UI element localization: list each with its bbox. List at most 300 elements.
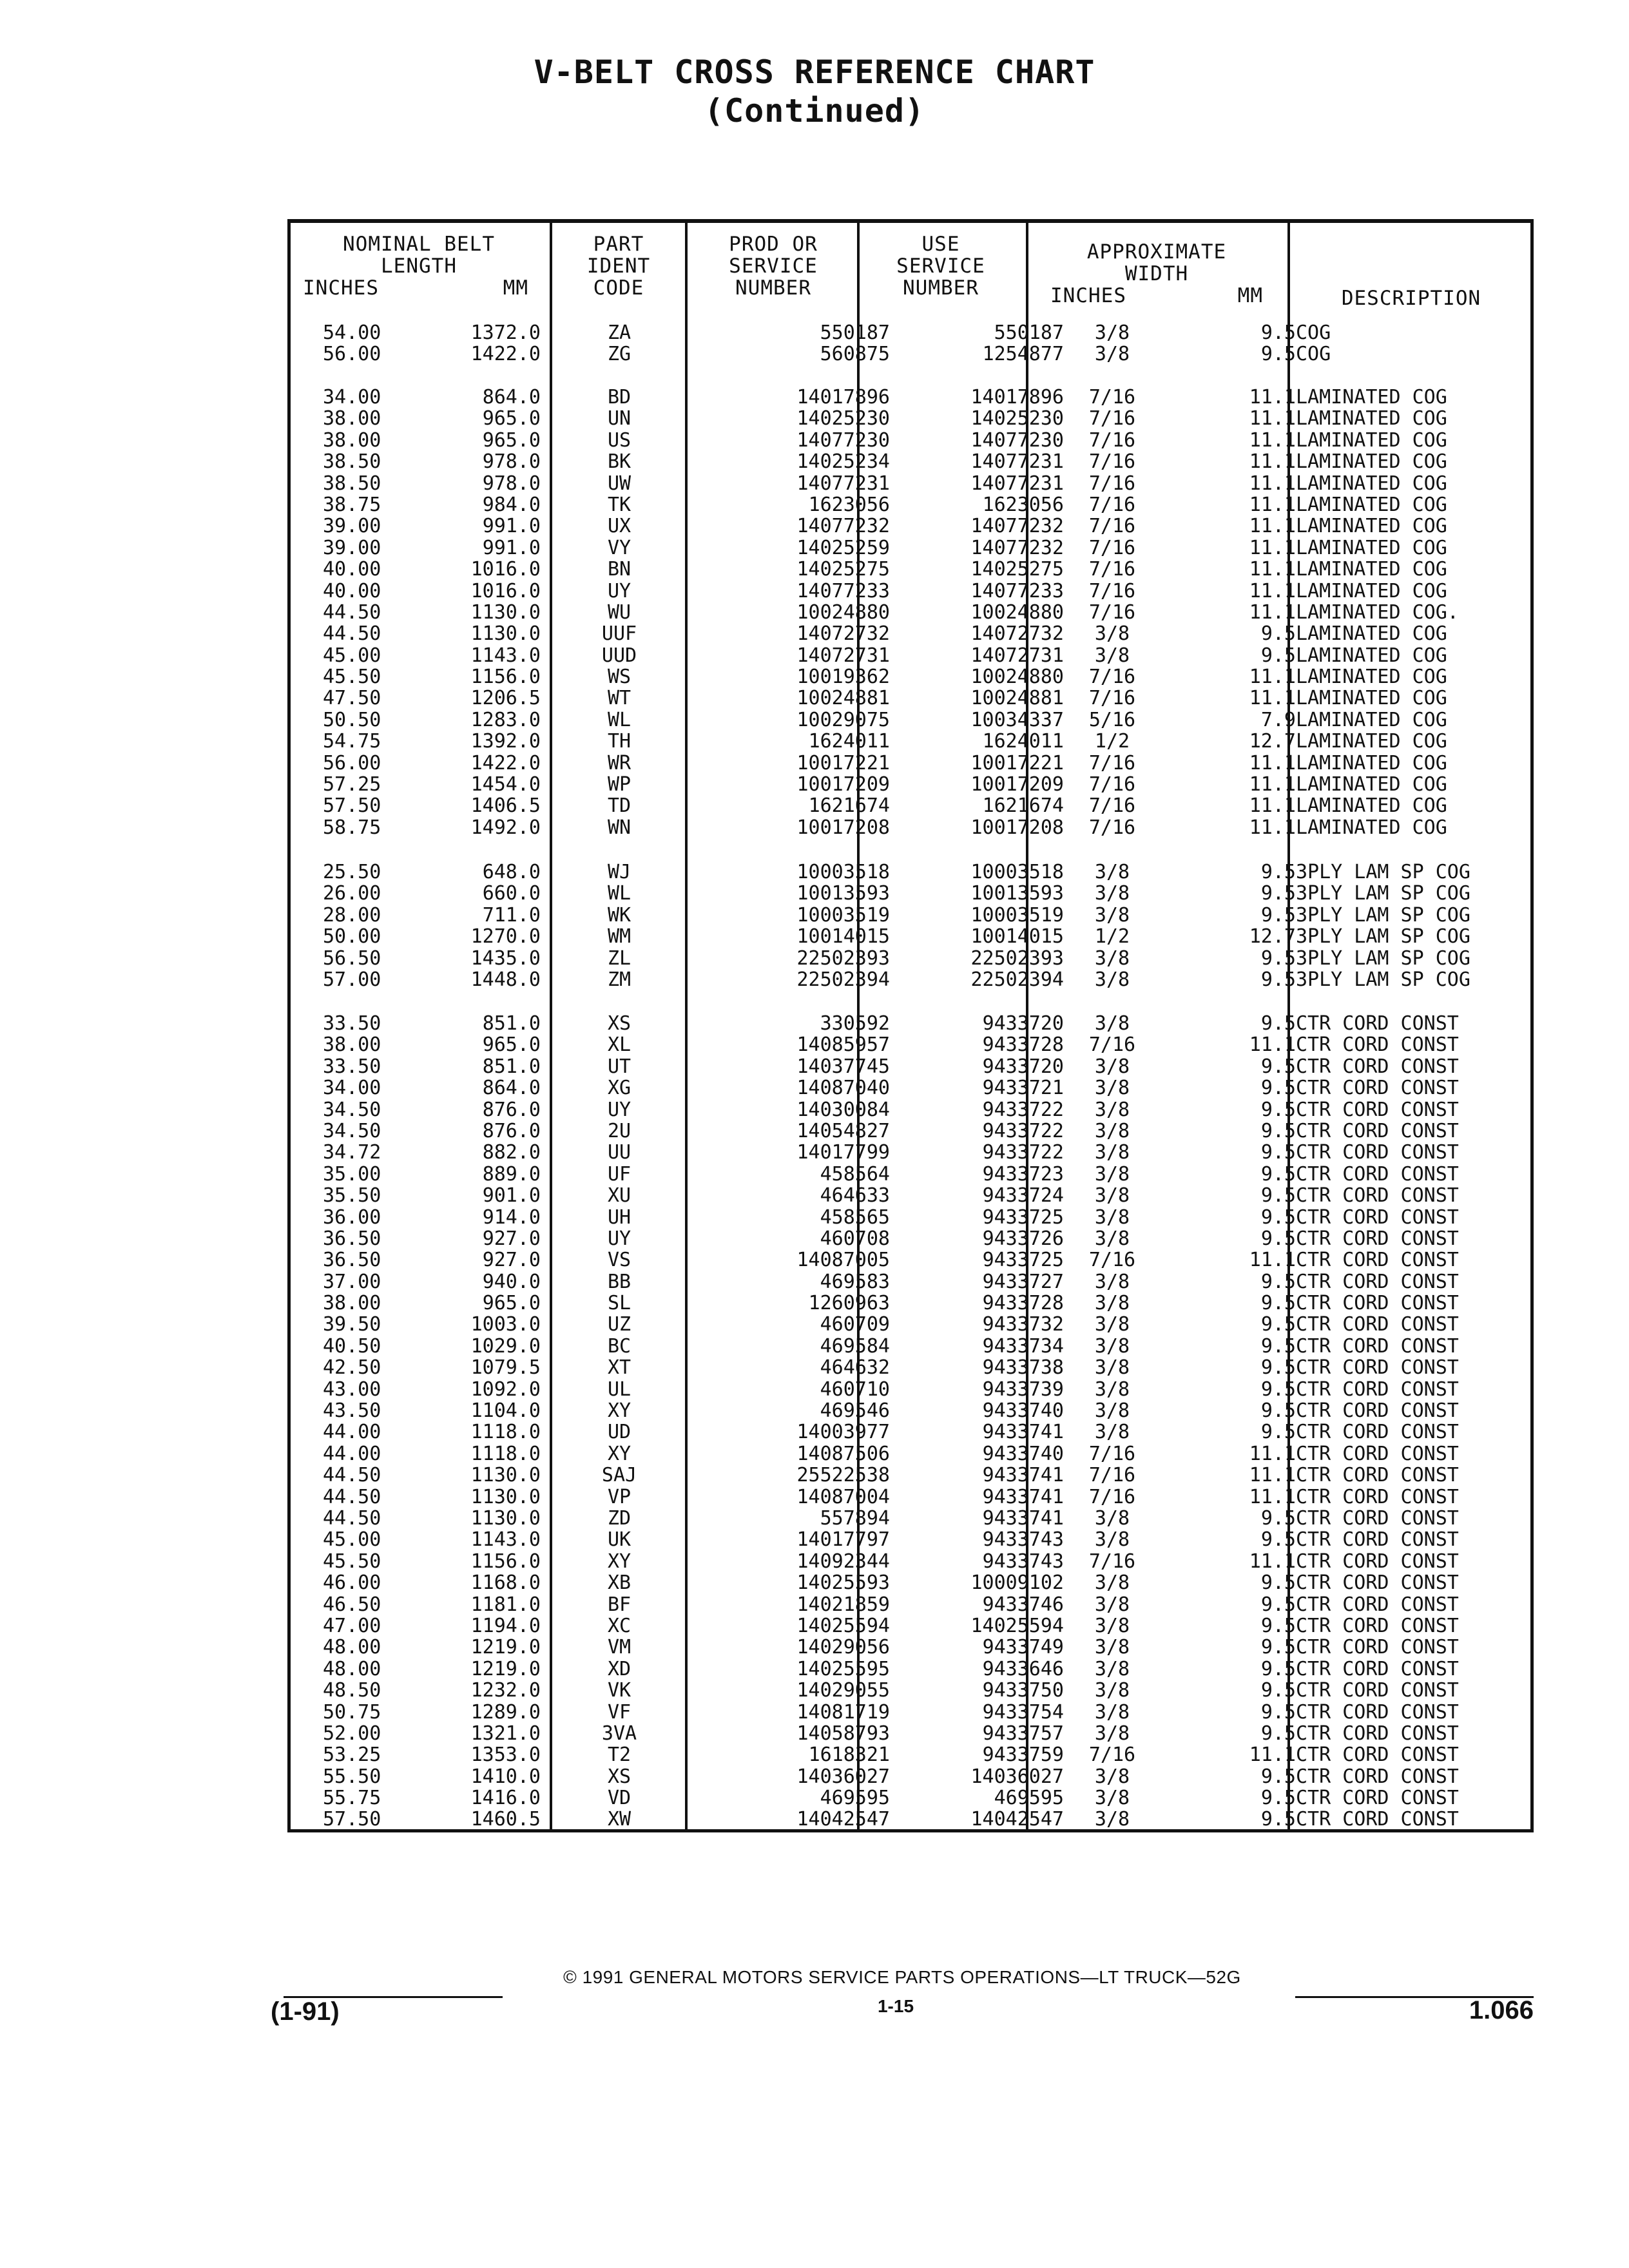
- table-row: [291, 1185, 1530, 1206]
- cell-prod-service-number: 14087040: [796, 1077, 890, 1100]
- cell-width-mm: 9.5: [1260, 644, 1296, 667]
- cell-prod-service-number: 14025259: [796, 536, 890, 559]
- cell-width-inches: 1/2: [1094, 925, 1130, 948]
- cell-width-inches: 3/8: [1094, 861, 1130, 883]
- cell-part-ident-code: XD: [607, 1657, 631, 1680]
- table-row: [291, 387, 1530, 408]
- cell-width-inches: 3/8: [1094, 968, 1130, 991]
- table-row: [291, 1529, 1530, 1550]
- header-use-number: NUMBER: [903, 276, 979, 300]
- cell-length-mm: 889.0: [482, 1162, 541, 1186]
- cell-part-ident-code: VY: [607, 536, 631, 559]
- page-title: [0, 53, 1629, 130]
- cell-use-service-number: 9433757: [982, 1722, 1064, 1745]
- cell-prod-service-number: 458564: [820, 1162, 890, 1186]
- cell-description: LAMINATED COG: [1296, 666, 1447, 689]
- header-inches: INCHES: [303, 276, 379, 300]
- cell-prod-service-number: 14072731: [796, 644, 890, 667]
- table-row: [291, 581, 1530, 602]
- cell-description: CTR CORD CONST: [1296, 1033, 1459, 1057]
- header-nominal-belt-length: [303, 233, 535, 299]
- cell-part-ident-code: XS: [607, 1012, 631, 1035]
- cell-width-inches: 7/16: [1088, 751, 1136, 774]
- cell-length-mm: 1406.5: [470, 794, 541, 818]
- cell-prod-service-number: 14077232: [796, 515, 890, 538]
- cell-width-inches: 3/8: [1094, 1787, 1130, 1810]
- cell-width-inches: 3/8: [1094, 1227, 1130, 1250]
- cell-width-mm: 11.1: [1249, 1744, 1296, 1767]
- cell-width-inches: 3/8: [1094, 882, 1130, 905]
- table-row: [291, 494, 1530, 515]
- section-ctr-cord-const: [291, 1013, 1530, 1831]
- cell-part-ident-code: WL: [607, 882, 631, 905]
- table-row: [291, 408, 1530, 429]
- cell-width-inches: 7/16: [1088, 407, 1136, 430]
- cell-prod-service-number: 14025593: [796, 1571, 890, 1595]
- cell-use-service-number: 9433726: [982, 1227, 1064, 1250]
- cell-length-mm: 1492.0: [470, 816, 541, 839]
- cell-part-ident-code: UZ: [607, 1313, 631, 1336]
- cell-use-service-number: 9433754: [982, 1700, 1064, 1724]
- cell-width-inches: 3/8: [1094, 1765, 1130, 1788]
- cell-prod-service-number: 10013593: [796, 882, 890, 905]
- table-row: [291, 1379, 1530, 1400]
- cell-width-mm: 9.5: [1260, 1722, 1296, 1745]
- cell-length-inches: 50.50: [323, 708, 381, 731]
- cell-width-inches: 3/8: [1094, 1808, 1130, 1831]
- cell-description: LAMINATED COG: [1296, 773, 1447, 796]
- header-part: PART: [593, 233, 644, 256]
- cell-width-inches: 3/8: [1094, 1679, 1130, 1702]
- cell-width-inches: 3/8: [1094, 1593, 1130, 1616]
- table-row: [291, 774, 1530, 795]
- cell-part-ident-code: UW: [607, 472, 631, 495]
- cell-prod-service-number: 14025275: [796, 558, 890, 581]
- cell-prod-service-number: 14081719: [796, 1700, 890, 1724]
- cell-length-inches: 57.25: [323, 773, 381, 796]
- cell-part-ident-code: SAJ: [601, 1464, 637, 1487]
- cell-length-mm: 940.0: [482, 1270, 541, 1293]
- cell-part-ident-code: UL: [607, 1378, 631, 1401]
- table-row: [291, 687, 1530, 709]
- cell-part-ident-code: US: [607, 428, 631, 452]
- cell-length-inches: 54.75: [323, 730, 381, 753]
- cell-width-mm: 9.5: [1260, 882, 1296, 905]
- cell-use-service-number: 9433727: [982, 1270, 1064, 1293]
- cell-width-inches: 3/8: [1094, 1506, 1130, 1530]
- header-approximate-width: [1037, 241, 1276, 307]
- cell-description: LAMINATED COG: [1296, 816, 1447, 839]
- cell-description: CTR CORD CONST: [1296, 1206, 1459, 1229]
- cell-description: CTR CORD CONST: [1296, 1679, 1459, 1702]
- cell-width-mm: 12.7: [1249, 925, 1296, 948]
- cell-part-ident-code: WN: [607, 816, 631, 839]
- cell-description: CTR CORD CONST: [1296, 1292, 1459, 1315]
- table-row: [291, 1615, 1530, 1637]
- cell-use-service-number: 14077231: [970, 450, 1064, 474]
- table-row: [291, 537, 1530, 559]
- cell-length-inches: 34.00: [323, 1077, 381, 1100]
- cell-part-ident-code: ZD: [607, 1506, 631, 1530]
- cell-part-ident-code: BK: [607, 450, 631, 474]
- header-ident: IDENT: [586, 255, 651, 278]
- cell-part-ident-code: XS: [607, 1765, 631, 1788]
- cell-description: LAMINATED COG: [1296, 622, 1447, 646]
- table-row: [291, 559, 1530, 580]
- cell-length-inches: 43.50: [323, 1399, 381, 1423]
- cell-length-mm: 660.0: [482, 882, 541, 905]
- cell-prod-service-number: 14087005: [796, 1249, 890, 1272]
- table-row: [291, 948, 1530, 969]
- cell-part-ident-code: XY: [607, 1442, 631, 1465]
- table-row: [291, 1120, 1530, 1142]
- cell-length-mm: 851.0: [482, 1012, 541, 1035]
- cell-prod-service-number: 557894: [820, 1506, 890, 1530]
- cell-description: CTR CORD CONST: [1296, 1571, 1459, 1595]
- cell-length-mm: 978.0: [482, 472, 541, 495]
- cell-prod-service-number: 10017221: [796, 751, 890, 774]
- footer-date-code: (1-91): [271, 1997, 340, 2026]
- cell-length-inches: 34.50: [323, 1119, 381, 1142]
- header-mm: MM: [503, 276, 528, 300]
- table-row: [291, 1228, 1530, 1249]
- cell-length-inches: 40.50: [323, 1334, 381, 1358]
- cell-length-mm: 1289.0: [470, 1700, 541, 1724]
- cell-length-mm: 1130.0: [470, 601, 541, 624]
- cell-use-service-number: 9433646: [982, 1657, 1064, 1680]
- cell-length-mm: 1130.0: [470, 1485, 541, 1508]
- table-row: [291, 1400, 1530, 1421]
- cell-length-mm: 1143.0: [470, 644, 541, 667]
- cell-length-mm: 965.0: [482, 1033, 541, 1057]
- cell-length-mm: 1460.5: [470, 1808, 541, 1831]
- table-row: [291, 1314, 1530, 1335]
- cell-width-inches: 3/8: [1094, 644, 1130, 667]
- cell-use-service-number: 14036027: [970, 1765, 1064, 1788]
- cell-description: LAMINATED COG: [1296, 579, 1447, 602]
- table-row: [291, 1809, 1530, 1830]
- cell-length-inches: 44.50: [323, 1485, 381, 1508]
- cell-length-inches: 38.75: [323, 493, 381, 516]
- cell-part-ident-code: UN: [607, 407, 631, 430]
- cell-width-mm: 11.1: [1249, 1033, 1296, 1057]
- cell-width-inches: 3/8: [1094, 947, 1130, 970]
- cell-description: LAMINATED COG: [1296, 644, 1447, 667]
- cell-length-inches: 50.75: [323, 1700, 381, 1724]
- table-row: [291, 1508, 1530, 1529]
- cell-description: LAMINATED COG: [1296, 730, 1447, 753]
- cell-prod-service-number: 14092344: [796, 1550, 890, 1573]
- cell-width-mm: 9.5: [1260, 1098, 1296, 1121]
- table-row: [291, 1658, 1530, 1680]
- cell-part-ident-code: WM: [607, 925, 631, 948]
- cell-width-mm: 11.1: [1249, 472, 1296, 495]
- cell-length-mm: 1118.0: [470, 1421, 541, 1444]
- table-row: [291, 817, 1530, 838]
- cell-prod-service-number: 10014015: [796, 925, 890, 948]
- cell-length-mm: 927.0: [482, 1249, 541, 1272]
- cell-width-mm: 9.5: [1260, 1679, 1296, 1702]
- cell-width-mm: 11.1: [1249, 794, 1296, 818]
- cell-prod-service-number: 1621674: [808, 794, 890, 818]
- cell-length-mm: 927.0: [482, 1227, 541, 1250]
- cell-width-inches: 3/8: [1094, 1657, 1130, 1680]
- cell-prod-service-number: 14077233: [796, 579, 890, 602]
- cell-use-service-number: 9433734: [982, 1334, 1064, 1358]
- cell-width-inches: 3/8: [1094, 622, 1130, 646]
- cell-length-mm: 1156.0: [470, 666, 541, 689]
- cell-prod-service-number: 14077231: [796, 472, 890, 495]
- table-row: [291, 1637, 1530, 1658]
- table-row: [291, 753, 1530, 774]
- cell-width-mm: 11.1: [1249, 579, 1296, 602]
- cell-length-inches: 40.00: [323, 558, 381, 581]
- cell-length-inches: 42.50: [323, 1356, 381, 1379]
- cell-width-mm: 11.1: [1249, 687, 1296, 710]
- cell-part-ident-code: TD: [607, 794, 631, 818]
- cell-length-mm: 1270.0: [470, 925, 541, 948]
- cell-length-mm: 1092.0: [470, 1378, 541, 1401]
- cell-length-inches: 44.50: [323, 601, 381, 624]
- cell-use-service-number: 10009102: [970, 1571, 1064, 1595]
- cell-width-inches: 7/16: [1088, 579, 1136, 602]
- cell-width-inches: 3/8: [1094, 1292, 1130, 1315]
- cell-use-service-number: 9433739: [982, 1378, 1064, 1401]
- cell-description: CTR CORD CONST: [1296, 1184, 1459, 1207]
- cell-length-mm: 1016.0: [470, 558, 541, 581]
- cell-description: 3PLY LAM SP COG: [1296, 968, 1470, 991]
- cell-use-service-number: 9433740: [982, 1399, 1064, 1423]
- cell-length-inches: 58.75: [323, 816, 381, 839]
- cell-description: CTR CORD CONST: [1296, 1593, 1459, 1616]
- cell-prod-service-number: 1623056: [808, 493, 890, 516]
- cell-width-inches: 7/16: [1088, 493, 1136, 516]
- cell-length-mm: 991.0: [482, 515, 541, 538]
- cell-length-inches: 37.00: [323, 1270, 381, 1293]
- cell-length-inches: 44.50: [323, 1506, 381, 1530]
- cell-width-mm: 9.5: [1260, 1313, 1296, 1336]
- cell-length-mm: 965.0: [482, 428, 541, 452]
- cell-length-inches: 45.00: [323, 644, 381, 667]
- cell-length-mm: 914.0: [482, 1206, 541, 1229]
- cell-width-mm: 9.5: [1260, 1334, 1296, 1358]
- cell-part-ident-code: WJ: [607, 861, 631, 883]
- cell-part-ident-code: WS: [607, 666, 631, 689]
- cell-width-mm: 11.1: [1249, 493, 1296, 516]
- cell-prod-service-number: 14072732: [796, 622, 890, 646]
- section-laminated-cog: [291, 387, 1530, 838]
- cell-length-mm: 1372.0: [470, 322, 541, 344]
- cell-use-service-number: 10017209: [970, 773, 1064, 796]
- cell-length-mm: 991.0: [482, 536, 541, 559]
- cell-length-mm: 1130.0: [470, 1506, 541, 1530]
- cell-width-inches: 3/8: [1094, 1614, 1130, 1637]
- cell-use-service-number: 1623056: [982, 493, 1064, 516]
- header-use-service: SERVICE: [896, 255, 985, 278]
- cell-description: CTR CORD CONST: [1296, 1614, 1459, 1637]
- cell-length-mm: 1410.0: [470, 1765, 541, 1788]
- cell-prod-service-number: 10024881: [796, 687, 890, 710]
- header-width: WIDTH: [1124, 262, 1189, 285]
- cell-part-ident-code: UD: [607, 1421, 631, 1444]
- cell-description: LAMINATED COG: [1296, 794, 1447, 818]
- cell-use-service-number: 14077230: [970, 428, 1064, 452]
- cell-length-inches: 48.50: [323, 1679, 381, 1702]
- cell-part-ident-code: WR: [607, 751, 631, 774]
- cell-part-ident-code: 2U: [607, 1119, 631, 1142]
- cell-use-service-number: 14072732: [970, 622, 1064, 646]
- cell-width-mm: 9.5: [1260, 1119, 1296, 1142]
- header-width-inches: INCHES: [1050, 284, 1126, 307]
- cell-length-inches: 56.00: [323, 751, 381, 774]
- cell-prod-service-number: 458565: [820, 1206, 890, 1229]
- cell-description: LAMINATED COG: [1296, 536, 1447, 559]
- cell-width-inches: 3/8: [1094, 903, 1130, 927]
- cell-width-mm: 9.5: [1260, 1700, 1296, 1724]
- cell-prod-service-number: 14036027: [796, 1765, 890, 1788]
- cell-width-mm: 9.5: [1260, 1506, 1296, 1530]
- cell-length-inches: 55.75: [323, 1787, 381, 1810]
- cell-description: CTR CORD CONST: [1296, 1636, 1459, 1659]
- cell-length-inches: 26.00: [323, 882, 381, 905]
- cell-length-inches: 38.00: [323, 428, 381, 452]
- cell-description: LAMINATED COG: [1296, 407, 1447, 430]
- cell-length-mm: 648.0: [482, 861, 541, 883]
- cell-part-ident-code: XC: [607, 1614, 631, 1637]
- cell-length-inches: 44.00: [323, 1442, 381, 1465]
- cell-prod-service-number: 22502393: [796, 947, 890, 970]
- cell-width-mm: 12.7: [1249, 730, 1296, 753]
- cell-prod-service-number: 560875: [820, 343, 890, 366]
- cell-part-ident-code: TK: [607, 493, 631, 516]
- cell-part-ident-code: WK: [607, 903, 631, 927]
- cell-length-mm: 1321.0: [470, 1722, 541, 1745]
- cell-length-mm: 1219.0: [470, 1636, 541, 1659]
- cell-length-inches: 35.00: [323, 1162, 381, 1186]
- cell-part-ident-code: TH: [607, 730, 631, 753]
- cell-length-inches: 38.00: [323, 407, 381, 430]
- cell-description: CTR CORD CONST: [1296, 1657, 1459, 1680]
- cell-use-service-number: 9433750: [982, 1679, 1064, 1702]
- cell-use-service-number: 9433732: [982, 1313, 1064, 1336]
- header-approximate: APPROXIMATE: [1086, 240, 1227, 264]
- table-row: [291, 623, 1530, 644]
- cell-part-ident-code: WT: [607, 687, 631, 710]
- cell-length-inches: 40.00: [323, 579, 381, 602]
- table-row: [291, 1077, 1530, 1099]
- cell-part-ident-code: BC: [607, 1334, 631, 1358]
- cell-description: LAMINATED COG: [1296, 558, 1447, 581]
- header-code: CODE: [593, 276, 644, 300]
- cell-width-inches: 7/16: [1088, 386, 1136, 408]
- cell-prod-service-number: 469546: [820, 1399, 890, 1423]
- cell-prod-service-number: 14042547: [796, 1808, 890, 1831]
- table-row: [291, 1142, 1530, 1163]
- cell-length-mm: 1079.5: [470, 1356, 541, 1379]
- cell-width-mm: 9.5: [1260, 1270, 1296, 1293]
- table-row: [291, 1702, 1530, 1723]
- cell-width-mm: 9.5: [1260, 1421, 1296, 1444]
- cell-part-ident-code: VS: [607, 1249, 631, 1272]
- cell-length-mm: 1156.0: [470, 1550, 541, 1573]
- cell-width-mm: 9.5: [1260, 622, 1296, 646]
- cell-width-inches: 3/8: [1094, 322, 1130, 344]
- header-use-service-number: [863, 233, 1018, 299]
- cell-width-inches: 3/8: [1094, 1055, 1130, 1078]
- cell-width-mm: 11.1: [1249, 515, 1296, 538]
- cell-width-inches: 3/8: [1094, 1636, 1130, 1659]
- cell-length-inches: 48.00: [323, 1636, 381, 1659]
- cell-width-mm: 11.1: [1249, 1550, 1296, 1573]
- cell-width-inches: 7/16: [1088, 1249, 1136, 1272]
- cell-length-inches: 33.50: [323, 1055, 381, 1078]
- table-row: [291, 709, 1530, 731]
- cell-use-service-number: 10013593: [970, 882, 1064, 905]
- cell-part-ident-code: XG: [607, 1077, 631, 1100]
- cell-length-inches: 45.50: [323, 666, 381, 689]
- cell-width-mm: 9.5: [1260, 1636, 1296, 1659]
- header-description: [1295, 287, 1527, 309]
- cell-prod-service-number: 14077230: [796, 428, 890, 452]
- cell-length-inches: 46.50: [323, 1593, 381, 1616]
- cell-width-mm: 9.5: [1260, 1206, 1296, 1229]
- cell-width-inches: 7/16: [1088, 428, 1136, 452]
- cell-width-mm: 11.1: [1249, 773, 1296, 796]
- cell-width-mm: 9.5: [1260, 903, 1296, 927]
- cell-prod-service-number: 464632: [820, 1356, 890, 1379]
- cell-width-mm: 11.1: [1249, 1464, 1296, 1487]
- cell-prod-service-number: 14087004: [796, 1485, 890, 1508]
- cell-prod-service-number: 460709: [820, 1313, 890, 1336]
- cell-width-mm: 9.5: [1260, 1162, 1296, 1186]
- cell-use-service-number: 1624011: [982, 730, 1064, 753]
- table-row: [291, 1249, 1530, 1271]
- cell-width-mm: 11.1: [1249, 1442, 1296, 1465]
- cell-length-mm: 1003.0: [470, 1313, 541, 1336]
- cell-use-service-number: 9433725: [982, 1249, 1064, 1272]
- cell-length-inches: 57.50: [323, 794, 381, 818]
- cell-use-service-number: 9433759: [982, 1744, 1064, 1767]
- cell-part-ident-code: SL: [607, 1292, 631, 1315]
- cell-length-mm: 1029.0: [470, 1334, 541, 1358]
- cell-part-ident-code: ZL: [607, 947, 631, 970]
- cell-use-service-number: 9433724: [982, 1184, 1064, 1207]
- header-prod-service-number: [696, 233, 851, 299]
- cell-part-ident-code: XL: [607, 1033, 631, 1057]
- cell-width-inches: 3/8: [1094, 1270, 1130, 1293]
- table-row: [291, 1357, 1530, 1378]
- cell-prod-service-number: 14017797: [796, 1528, 890, 1552]
- cell-prod-service-number: 10029075: [796, 708, 890, 731]
- cell-description: CTR CORD CONST: [1296, 1012, 1459, 1035]
- cell-length-mm: 965.0: [482, 1292, 541, 1315]
- cell-width-mm: 9.5: [1260, 1378, 1296, 1401]
- cell-use-service-number: 14042547: [970, 1808, 1064, 1831]
- cell-use-service-number: 10014015: [970, 925, 1064, 948]
- cell-part-ident-code: ZM: [607, 968, 631, 991]
- table-row: [291, 1034, 1530, 1055]
- cell-use-service-number: 14017896: [970, 386, 1064, 408]
- cell-length-inches: 38.00: [323, 1033, 381, 1057]
- cell-width-mm: 9.5: [1260, 1808, 1296, 1831]
- table-row: [291, 430, 1530, 451]
- cell-part-ident-code: VK: [607, 1679, 631, 1702]
- cell-prod-service-number: 14029055: [796, 1679, 890, 1702]
- table-row: [291, 451, 1530, 472]
- cell-width-mm: 9.5: [1260, 1528, 1296, 1552]
- cell-width-inches: 3/8: [1094, 343, 1130, 366]
- cell-use-service-number: 10024880: [970, 601, 1064, 624]
